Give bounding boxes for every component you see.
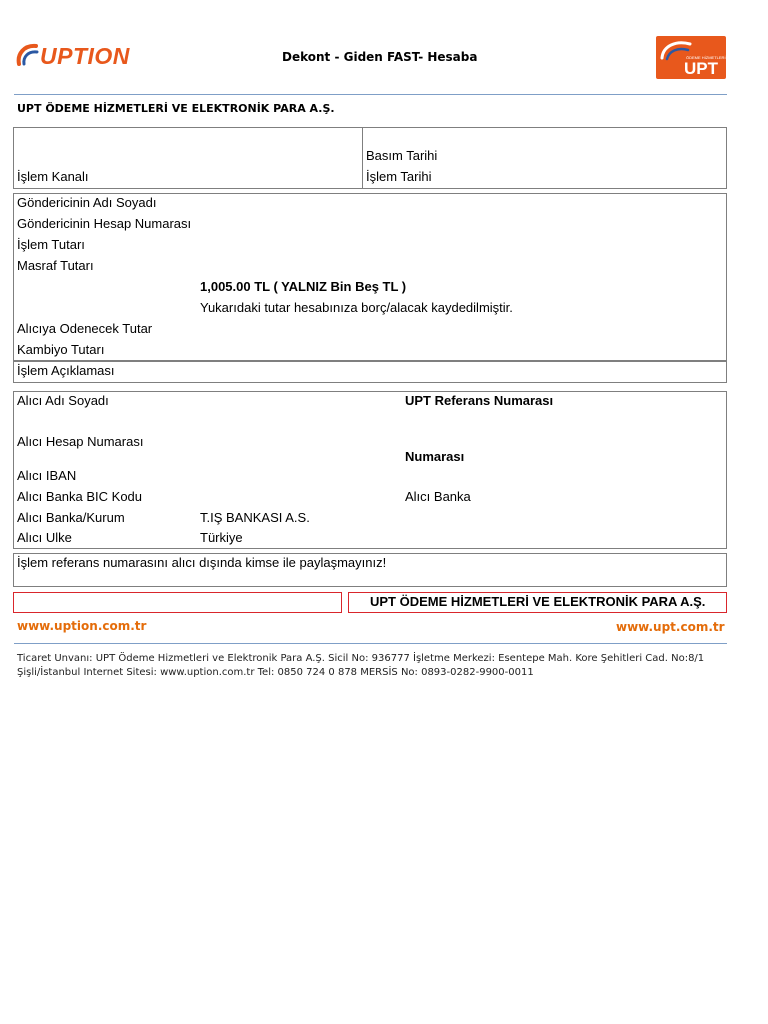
- amount-value: 1,005.00 TL ( YALNIZ Bin Beş TL ): [200, 279, 407, 294]
- upt-logo-small-text: ÖDEME HİZMETLERİ: [686, 55, 726, 60]
- islem-kanali-label: İşlem Kanalı: [17, 169, 89, 184]
- islem-tutari-label: İşlem Tutarı: [17, 237, 85, 252]
- alici-bic-label: Alıcı Banka BIC Kodu: [17, 489, 143, 504]
- gonderici-hesap-label: Göndericinin Hesap Numarası: [17, 216, 192, 231]
- uption-brand-text: UPTION: [40, 43, 130, 69]
- channel-divider: [362, 127, 363, 189]
- aliciya-odenecek-label: Alıcıya Odenecek Tutar: [17, 321, 153, 336]
- footer-line-2: Şişli/İstanbul Internet Sitesi: www.uption.com.tr Tel: 0850 724 0 878 MERSİS No: 0893-0282-9900-0011: [17, 667, 534, 678]
- header-rule: [14, 94, 727, 95]
- warning-text: İşlem referans numarasını alıcı dışında kimse ile paylaşmayınız!: [17, 555, 387, 570]
- uption-swirl-icon: [16, 42, 42, 70]
- upt-link[interactable]: www.upt.com.tr: [616, 620, 725, 634]
- alici-kurum-value: T.IŞ BANKASI A.S.: [200, 510, 310, 525]
- document-title: Dekont - Giden FAST- Hesaba: [282, 50, 478, 64]
- basim-tarihi-label: Basım Tarihi: [366, 148, 438, 163]
- uption-link[interactable]: www.uption.com.tr: [17, 619, 147, 633]
- alici-ulke-value: Türkiye: [200, 530, 243, 545]
- company-title: UPT ÖDEME HİZMETLERİ VE ELEKTRONİK PARA A.Ş.: [17, 102, 335, 115]
- upt-logo-text: UPT: [684, 59, 718, 78]
- description-box: [13, 361, 727, 383]
- islem-tarihi-label: İşlem Tarihi: [366, 169, 432, 184]
- masraf-tutari-label: Masraf Tutarı: [17, 258, 94, 273]
- upt-logo: [656, 36, 726, 79]
- upt-referans-label: UPT Referans Numarası: [405, 393, 554, 408]
- footer-line-1: Ticaret Unvanı: UPT Ödeme Hizmetleri ve Elektronik Para A.Ş. Sicil No: 936777 İşletme Merkezi: Esentepe Mah. Kore Şehitleri Cad. No:8/1: [17, 653, 705, 664]
- kambiyo-label: Kambiyo Tutarı: [17, 342, 105, 357]
- alici-iban-label: Alıcı IBAN: [17, 468, 77, 483]
- alici-adi-label: Alıcı Adı Soyadı: [17, 393, 109, 408]
- amount-note: Yukarıdaki tutar hesabınıza borç/alacak kaydedilmiştir.: [200, 300, 513, 315]
- gonderici-adi-label: Göndericinin Adı Soyadı: [17, 195, 157, 210]
- alici-kurum-label: Alıcı Banka/Kurum: [17, 510, 125, 525]
- uption-logo: [16, 42, 142, 72]
- islem-aciklamasi-label: İşlem Açıklaması: [17, 363, 115, 378]
- signature-box-left: [13, 592, 342, 613]
- signature-company: UPT ÖDEME HİZMETLERİ VE ELEKTRONİK PARA A.Ş.: [370, 594, 706, 609]
- alici-ulke-label: Alıcı Ulke: [17, 530, 72, 545]
- alici-hesap-label: Alıcı Hesap Numarası: [17, 434, 144, 449]
- footer-rule: [14, 643, 727, 644]
- numarasi-label: Numarası: [405, 449, 465, 464]
- alici-banka-label: Alıcı Banka: [405, 489, 471, 504]
